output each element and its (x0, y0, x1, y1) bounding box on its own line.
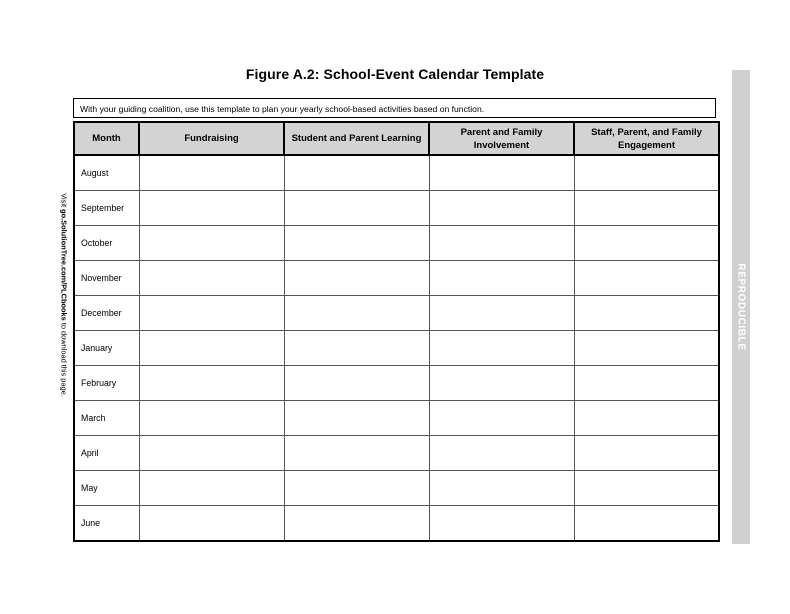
entry-cell[interactable] (574, 191, 719, 226)
entry-cell[interactable] (139, 191, 284, 226)
entry-cell[interactable] (574, 155, 719, 191)
entry-cell[interactable] (574, 261, 719, 296)
entry-cell[interactable] (574, 296, 719, 331)
calendar-body (74, 155, 719, 541)
reproducible-label: REPRODUCIBLE (735, 263, 747, 351)
entry-cell[interactable] (139, 331, 284, 366)
entry-cell[interactable] (284, 296, 429, 331)
column-header-month: Month (74, 122, 139, 155)
table-row (74, 191, 719, 226)
entry-cell[interactable] (139, 366, 284, 401)
table-row (74, 331, 719, 366)
page-title: Figure A.2: School-Event Calendar Template (245, 66, 545, 82)
month-cell: October (74, 226, 139, 261)
entry-cell[interactable] (429, 366, 574, 401)
month-cell: February (74, 366, 139, 401)
entry-cell[interactable] (139, 471, 284, 506)
month-cell: August (74, 155, 139, 191)
table-row (74, 261, 719, 296)
entry-cell[interactable] (429, 296, 574, 331)
table-row (74, 226, 719, 261)
entry-cell[interactable] (284, 191, 429, 226)
entry-cell[interactable] (284, 226, 429, 261)
table-row (74, 401, 719, 436)
entry-cell[interactable] (574, 331, 719, 366)
entry-cell[interactable] (284, 436, 429, 471)
entry-cell[interactable] (284, 155, 429, 191)
table-row (74, 366, 719, 401)
entry-cell[interactable] (284, 471, 429, 506)
month-cell: April (74, 436, 139, 471)
month-cell: March (74, 401, 139, 436)
entry-cell[interactable] (574, 366, 719, 401)
entry-cell[interactable] (139, 226, 284, 261)
entry-cell[interactable] (429, 331, 574, 366)
month-cell: January (74, 331, 139, 366)
entry-cell[interactable] (574, 226, 719, 261)
table-row (74, 506, 719, 542)
table-row (74, 471, 719, 506)
table-row (74, 296, 719, 331)
entry-cell[interactable] (284, 366, 429, 401)
month-cell: September (74, 191, 139, 226)
download-note-prefix: Visit (59, 193, 69, 210)
month-cell: June (74, 506, 139, 542)
table-row (74, 155, 719, 191)
entry-cell[interactable] (139, 155, 284, 191)
month-cell: May (74, 471, 139, 506)
entry-cell[interactable] (429, 226, 574, 261)
entry-cell[interactable] (429, 436, 574, 471)
entry-cell[interactable] (139, 261, 284, 296)
entry-cell[interactable] (139, 506, 284, 542)
entry-cell[interactable] (574, 471, 719, 506)
entry-cell[interactable] (429, 155, 574, 191)
instructions-text: With your guiding coalition, use this template to plan your yearly school-based activities based on function. (73, 98, 716, 118)
entry-cell[interactable] (574, 401, 719, 436)
download-note (60, 193, 69, 397)
entry-cell[interactable] (284, 331, 429, 366)
entry-cell[interactable] (429, 471, 574, 506)
header-row (74, 122, 719, 155)
month-cell: December (74, 296, 139, 331)
entry-cell[interactable] (139, 401, 284, 436)
entry-cell[interactable] (284, 261, 429, 296)
entry-cell[interactable] (574, 506, 719, 542)
entry-cell[interactable] (429, 261, 574, 296)
column-header-parent-family-involvement: Parent and Family Involvement (429, 122, 574, 155)
table-row (74, 436, 719, 471)
download-note-suffix: to download this page. (59, 320, 69, 397)
calendar-table (73, 121, 720, 542)
entry-cell[interactable] (429, 506, 574, 542)
entry-cell[interactable] (429, 401, 574, 436)
entry-cell[interactable] (574, 436, 719, 471)
column-header-student-parent-learning: Student and Parent Learning (284, 122, 429, 155)
entry-cell[interactable] (139, 296, 284, 331)
entry-cell[interactable] (284, 401, 429, 436)
column-header-staff-parent-family-engagement: Staff, Parent, and Family Engagement (574, 122, 719, 155)
reproducible-bar (732, 70, 750, 544)
entry-cell[interactable] (284, 506, 429, 542)
month-cell: November (74, 261, 139, 296)
entry-cell[interactable] (429, 191, 574, 226)
column-header-fundraising: Fundraising (139, 122, 284, 155)
download-link[interactable]: go.SolutionTree.com/PLCbooks (59, 209, 69, 321)
entry-cell[interactable] (139, 436, 284, 471)
